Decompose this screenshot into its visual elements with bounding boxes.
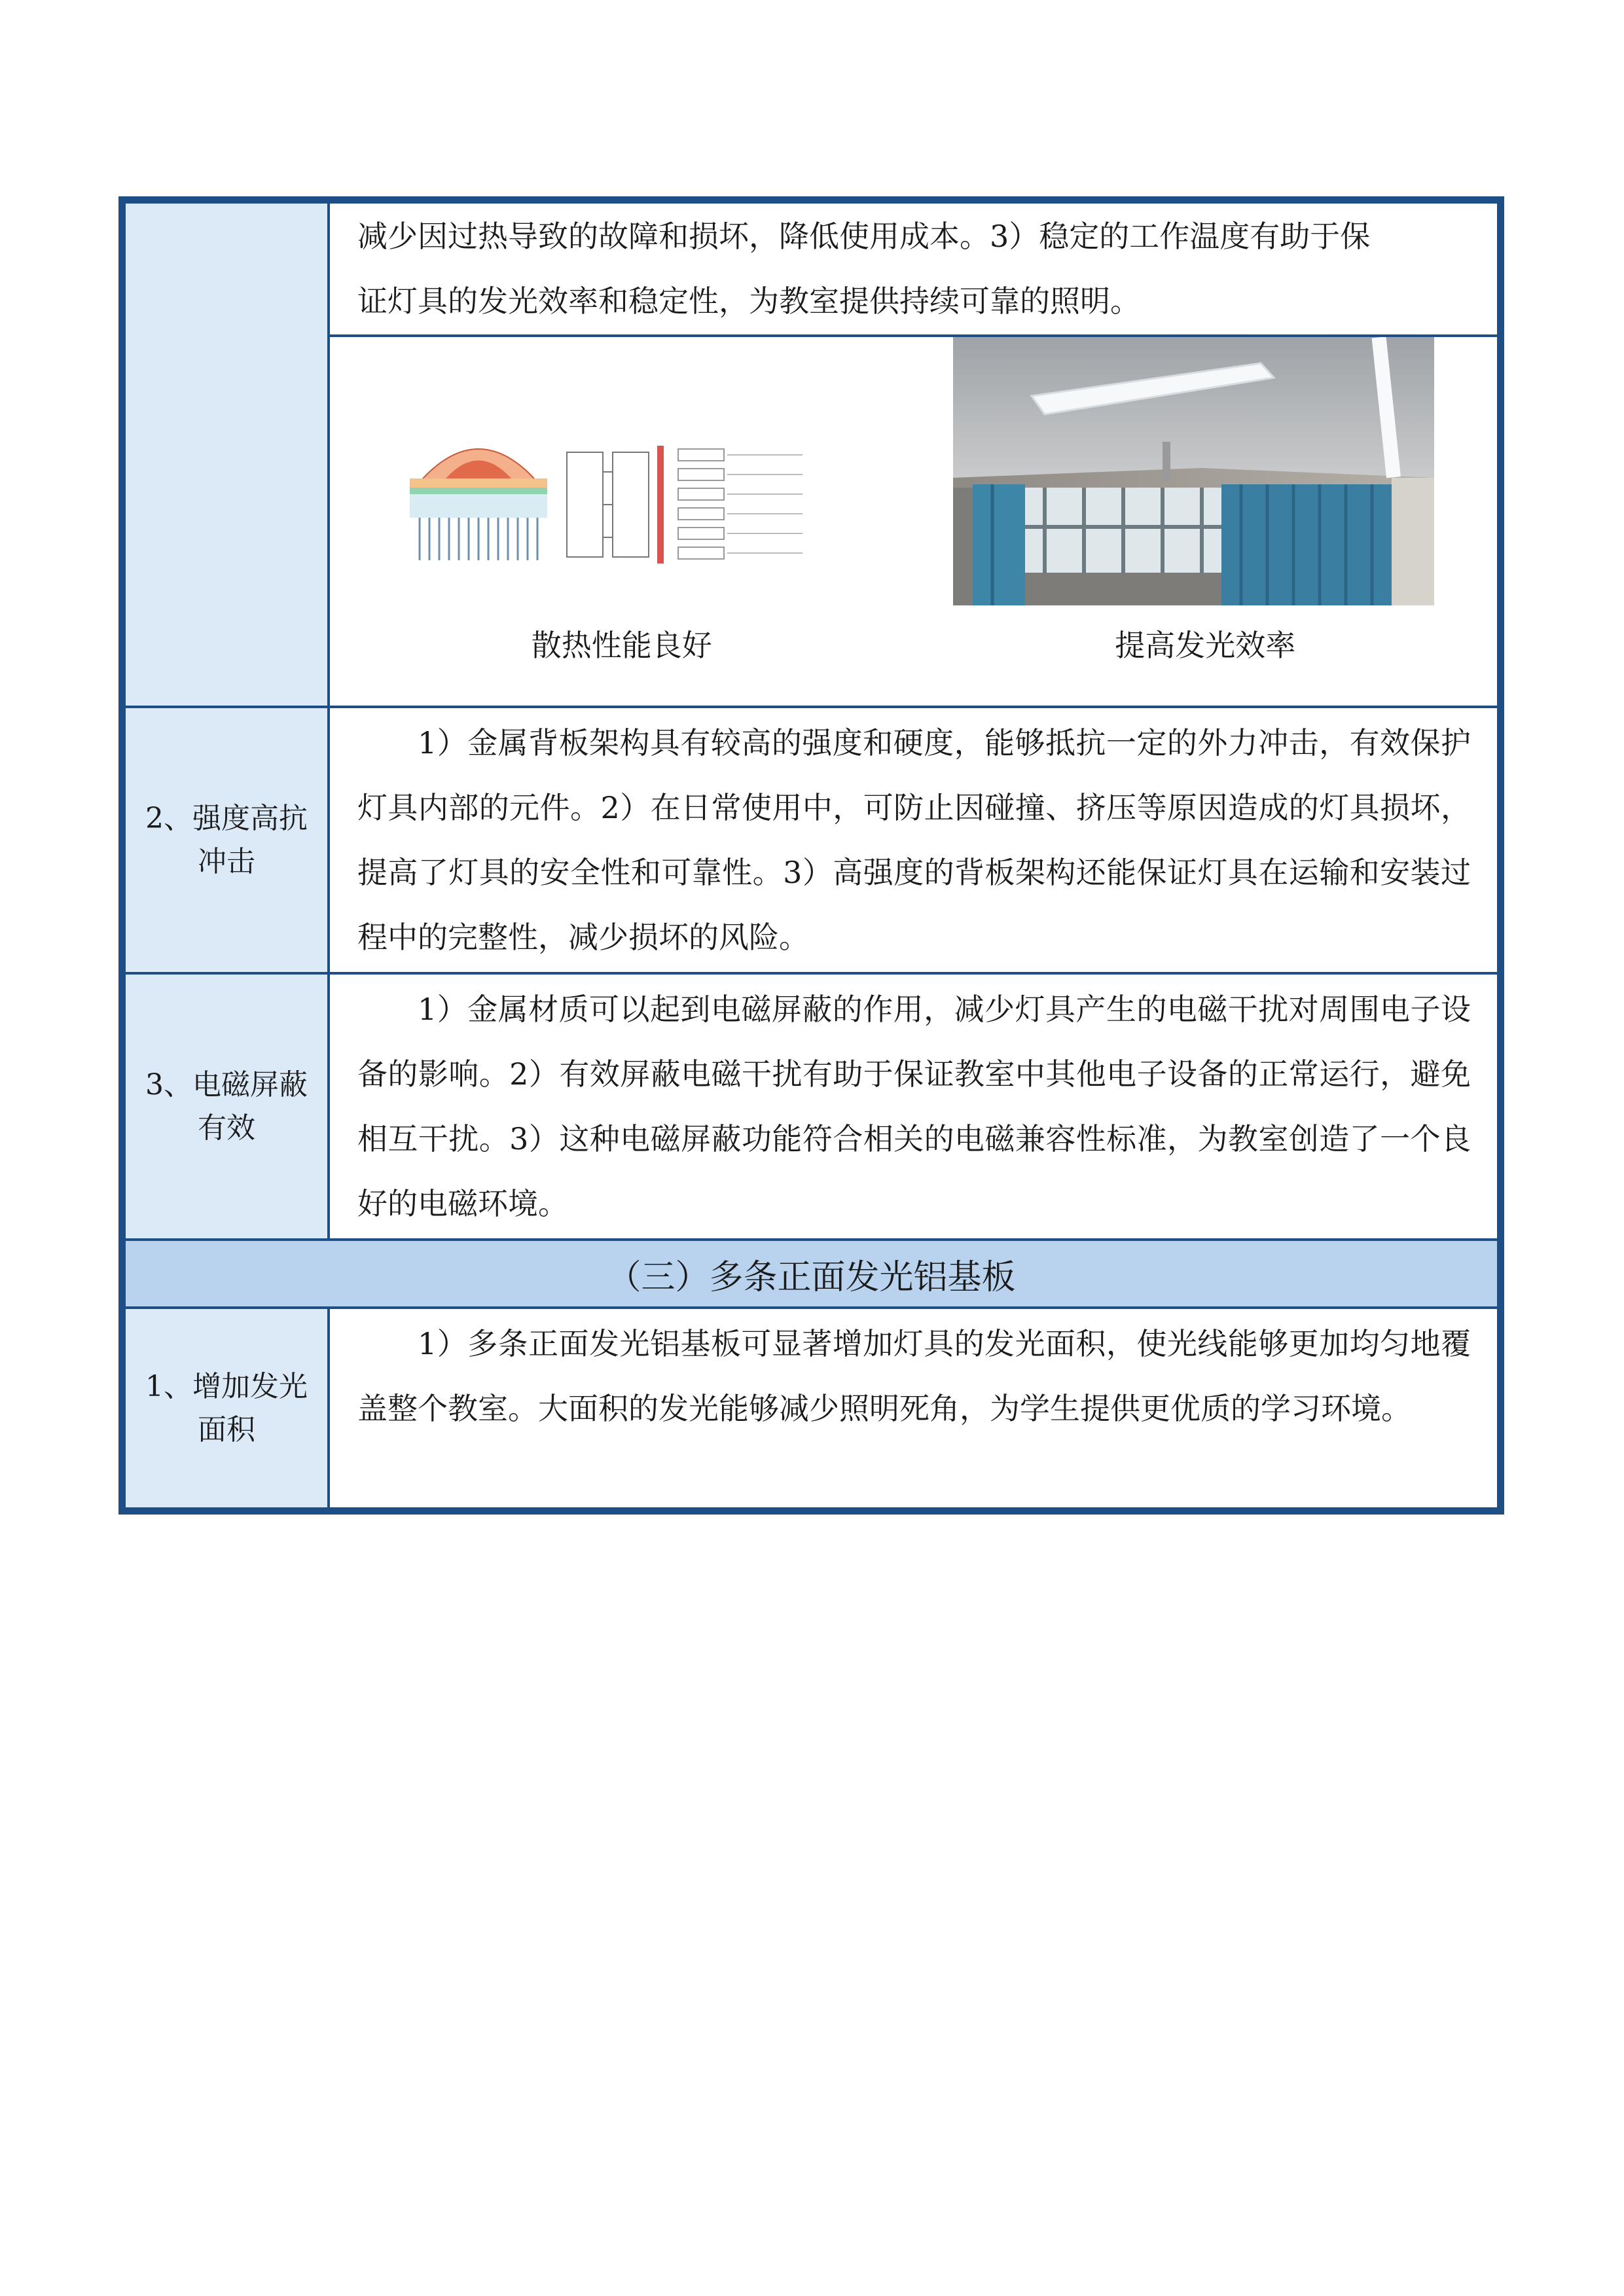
row-label: 2、强度高抗冲击 (124, 707, 329, 973)
table-row (124, 973, 1498, 1240)
figure-caption-right: 提高发光效率 (1115, 628, 1296, 663)
row-text-continued (329, 202, 1498, 336)
table-row (124, 707, 1498, 973)
paragraph: 1）金属背板架构具有较高的强度和硬度，能够抵抗一定的外力冲击，有效保护灯具内部的元件。2）在日常使用中，可防止因碰撞、挤压等原因造成的灯具损坏，提高了灯具的安全性和可靠性。3）高强度的背板架构还能保证灯具在运输和安装过程中的完整性，减少损坏的风险。 (357, 725, 1471, 955)
row-text (329, 707, 1498, 973)
feature-table (118, 196, 1504, 1515)
paragraph: 1）多条正面发光铝基板可显著增加灯具的发光面积，使光线能够更加均匀地覆盖整个教室。大面积的发光能够减少照明死角，为学生提供更优质的学习环境。 (357, 1326, 1471, 1426)
row-text (329, 1308, 1498, 1509)
text-line: 减少因过热导致的故障和损坏，降低使用成本。3）稳定的工作温度有助于保 (357, 219, 1371, 254)
section-heading: （三）多条正面发光铝基板 (124, 1240, 1498, 1308)
row-label: 1、增加发光面积 (124, 1308, 329, 1509)
table (123, 201, 1500, 1510)
table-row (124, 202, 1498, 336)
row-label-continued (124, 202, 329, 707)
figure-cell (329, 336, 1498, 707)
heat-dissipation-diagram (384, 413, 829, 570)
paragraph: 1）金属材质可以起到电磁屏蔽的作用，减少灯具产生的电磁干扰对周围电子设备的影响。2）有效屏蔽电磁干扰有助于保证教室中其他电子设备的正常运行，避免相互干扰。3）这种电磁屏蔽功能符合相关的电磁兼容性标准，为教室创造了一个良好的电磁环境。 (357, 991, 1471, 1221)
table-row (124, 336, 1498, 707)
table-row (124, 1308, 1498, 1509)
figure-right (914, 337, 1498, 706)
classroom-lighting-photo (953, 337, 1434, 605)
text-line: 证灯具的发光效率和稳定性，为教室提供持续可靠的照明。 (357, 283, 1140, 319)
figure-caption-left: 散热性能良好 (531, 628, 712, 663)
row-label: 3、电磁屏蔽有效 (124, 973, 329, 1240)
row-text (329, 973, 1498, 1240)
figure-left (330, 337, 914, 706)
table-row (124, 1240, 1498, 1308)
